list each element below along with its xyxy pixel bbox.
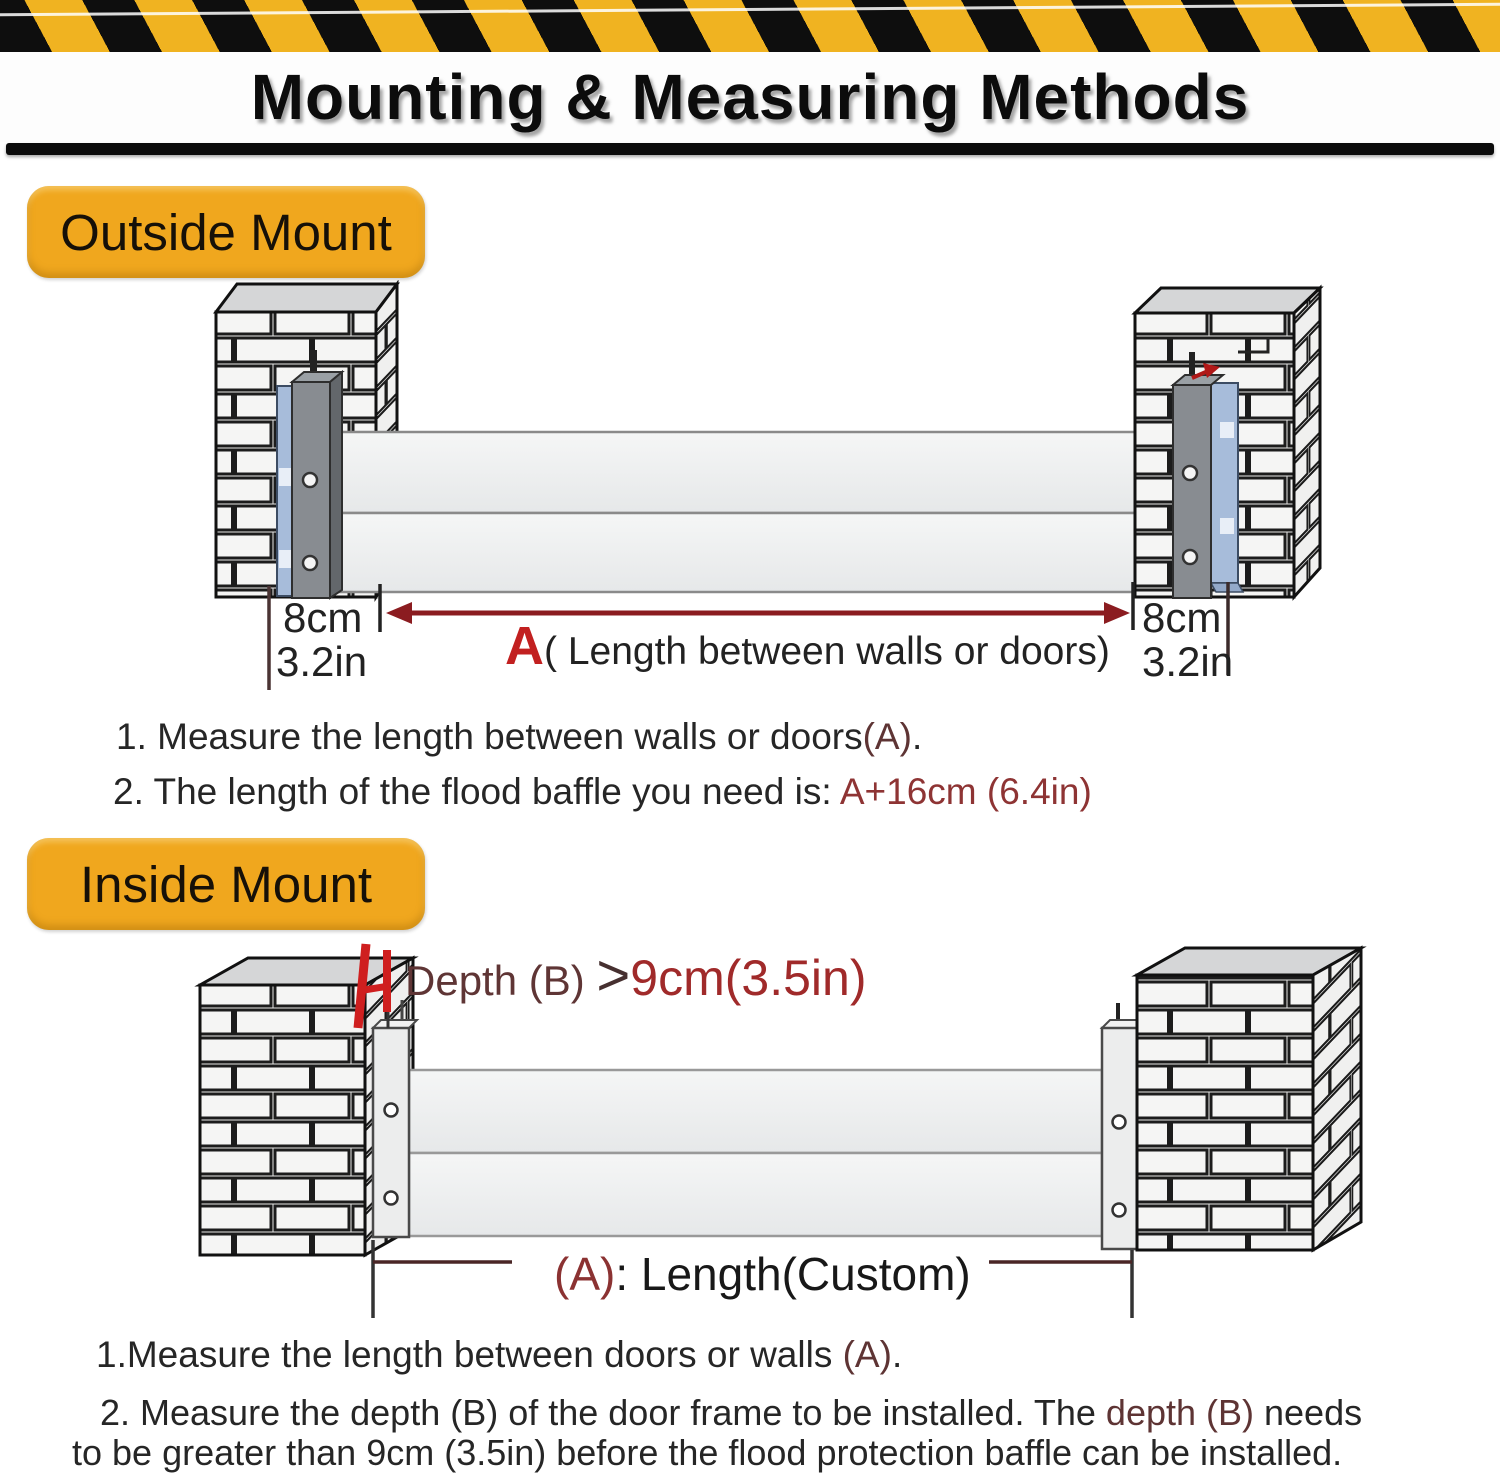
flood-barrier-boards bbox=[330, 432, 1173, 592]
tape-gloss-line bbox=[0, 3, 1500, 17]
screw-hole bbox=[1183, 550, 1197, 564]
screw-hole bbox=[303, 556, 317, 570]
depth-label: Depth (B) >9cm(3.5in) bbox=[405, 943, 867, 1008]
inside-mount-badge-label: Inside Mount bbox=[79, 855, 372, 913]
outside-measurements bbox=[269, 582, 1233, 690]
inside-step-2: 2. Measure the depth (B) of the door frame to be installed. The depth (B) needs bbox=[100, 1392, 1363, 1433]
gap-left-in: 3.2in bbox=[276, 638, 368, 685]
screw-hole bbox=[1183, 466, 1197, 480]
screw-hole bbox=[385, 1104, 398, 1117]
caution-tape bbox=[0, 0, 1500, 52]
title-banner bbox=[0, 52, 1500, 142]
screw-hole bbox=[303, 473, 317, 487]
screw-hole bbox=[385, 1192, 398, 1205]
screw-hole bbox=[1113, 1116, 1126, 1129]
inside-step-1: 1.Measure the length between doors or walls (A). bbox=[96, 1334, 903, 1375]
span-length-label: A( Length between walls or doors) bbox=[505, 616, 1110, 676]
seal-strip bbox=[1211, 383, 1238, 583]
screw-hole bbox=[1113, 1204, 1126, 1217]
gap-right-in: 3.2in bbox=[1142, 638, 1234, 685]
inside-measurements bbox=[373, 1240, 1132, 1318]
flood-barrier-boards bbox=[409, 1070, 1102, 1236]
outside-mount-badge bbox=[27, 186, 425, 278]
gap-left-cm: 8cm bbox=[283, 594, 363, 641]
length-label: (A): Length(Custom) bbox=[554, 1248, 971, 1300]
outside-left-bracket bbox=[277, 350, 342, 598]
inside-mount-diagram bbox=[0, 935, 1500, 1330]
outside-mount-diagram bbox=[0, 280, 1500, 700]
page-title: Mounting & Measuring Methods bbox=[250, 61, 1250, 133]
banner-underline bbox=[6, 143, 1494, 155]
outside-step-1: 1. Measure the length between walls or doors(A). bbox=[116, 716, 923, 757]
outside-right-bracket bbox=[1173, 352, 1243, 598]
outside-step-2: 2. The length of the flood baffle you need is: A+16cm (6.4in) bbox=[113, 771, 1092, 812]
gap-right-cm: 8cm bbox=[1142, 594, 1222, 641]
inside-mount-badge bbox=[27, 838, 425, 930]
inside-step-2-line2: to be greater than 9cm (3.5in) before the flood protection baffle can be installed. bbox=[72, 1432, 1343, 1473]
outside-mount-badge-label: Outside Mount bbox=[60, 203, 392, 261]
inside-right-pillar bbox=[1137, 948, 1361, 1250]
